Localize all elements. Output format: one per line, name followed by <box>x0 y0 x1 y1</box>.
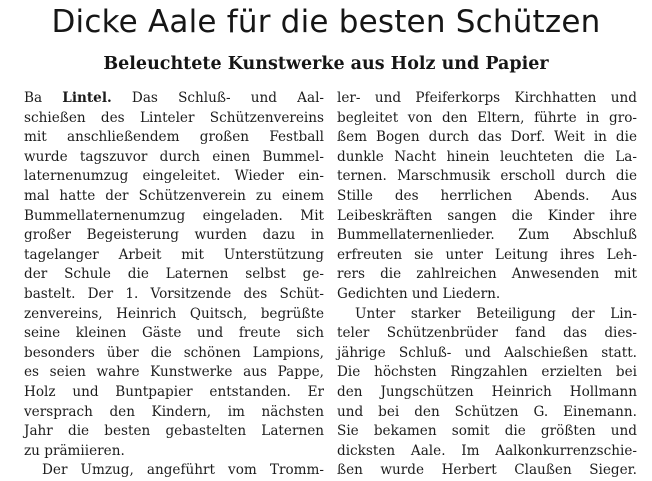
article-text-line: Die höchsten Ringzahlen erzielten bei <box>337 364 637 381</box>
article-text-line: ßen wurde Herbert Claußen Sieger. <box>337 462 637 479</box>
article-text-line <box>24 89 324 109</box>
article-text-line: Bummellaternenumzug eingeladen. Mit <box>24 207 324 224</box>
article-text-line: Der Umzug, angeführt vom Tromm- <box>42 462 324 479</box>
article-text-line: es seien wahre Kunstwerke aus Pappe, <box>24 364 324 381</box>
article-text-line: begleitet von den Eltern, führte in gro- <box>337 109 637 126</box>
article-text-line: und bei den Schützen G. Einemann. <box>337 403 637 420</box>
article-text-line: rers die zahlreichen Anwesenden mit <box>337 266 637 283</box>
article-text-line: Stille des herrlichen Abends. Aus <box>337 187 637 204</box>
article-text-line: den Jungschützen Heinrich Hollmann <box>337 383 637 400</box>
article-text-line: ler- und Pfeiferkorps Kirchhatten und <box>337 90 637 106</box>
article-text-line: mit anschließendem großen Festball <box>24 129 324 146</box>
article-text-line: schießen des Linteler Schützenvereins <box>24 109 324 126</box>
article-text-line: Gedichten und Liedern. <box>337 285 501 302</box>
article-text-line: Holz und Buntpapier entstanden. Er <box>24 383 324 400</box>
article-text-line: Bummellaternenlieder. Zum Abschluß <box>337 227 637 244</box>
article-column-left <box>24 89 324 481</box>
article-text-line: mal hatte der Schützenverein zu einem <box>24 187 324 204</box>
article-text-line: Leibeskräften sangen die Kinder ihre <box>337 207 637 224</box>
article-text-line: der Schule die Laternen selbst ge- <box>24 266 324 283</box>
article-subheadline: Beleuchtete Kunstwerke aus Holz und Papier <box>103 54 549 74</box>
article-text-line: seine kleinen Gäste und freute sich <box>24 325 324 342</box>
article-text-line: erfreuten sie unter Leitung ihres Leh- <box>337 246 637 263</box>
article-text-line: teler Schützenbrüder fand das dies- <box>337 325 637 342</box>
article-text-line: ßem Bogen durch das Dorf. Weit in die <box>337 129 637 146</box>
article-text-line: wurde tagszuvor durch einen Bummel- <box>24 148 324 165</box>
article-text-line: jährige Schluß- und Aalschießen statt. <box>337 344 637 361</box>
article-text-line: bastelt. Der 1. Vorsitzende des Schüt- <box>24 285 324 302</box>
article-text-line: versprach den Kindern, im nächsten <box>24 403 324 420</box>
article-text-line: zenvereins, Heinrich Quitsch, begrüßte <box>24 305 324 322</box>
dateline-place: Lintel. <box>62 90 112 106</box>
article-text-line: ternen. Marschmusik erscholl durch die <box>337 168 637 185</box>
article-text-line: Jahr die besten gebastelten Laternen <box>24 423 324 440</box>
article-text-line: besonders über die schönen Lampions, <box>24 344 324 361</box>
article-text-line: dunkle Nacht hinein leuchteten die La- <box>337 148 637 165</box>
article-headline: Dicke Aale für die besten Schützen <box>51 4 601 40</box>
article-text-line: dicksten Aale. Im Aalkonkurrenzschie- <box>337 442 637 459</box>
first-line-text: Das Schluß- und Aal- <box>111 90 325 106</box>
article-text-line: großer Begeisterung wurden dazu in <box>24 227 324 244</box>
dateline-author: Ba <box>24 90 63 106</box>
article-text-line: tagelanger Arbeit mit Unterstützung <box>24 246 324 263</box>
article-text-line: laternenumzug eingeleitet. Wieder ein- <box>24 168 324 185</box>
article-column-right <box>337 89 637 481</box>
article-text-line: Unter starker Beteiligung der Lin- <box>355 305 637 322</box>
article-text-line: zu prämiieren. <box>24 442 125 459</box>
article-text-line: Sie bekamen somit die größten und <box>337 423 637 440</box>
